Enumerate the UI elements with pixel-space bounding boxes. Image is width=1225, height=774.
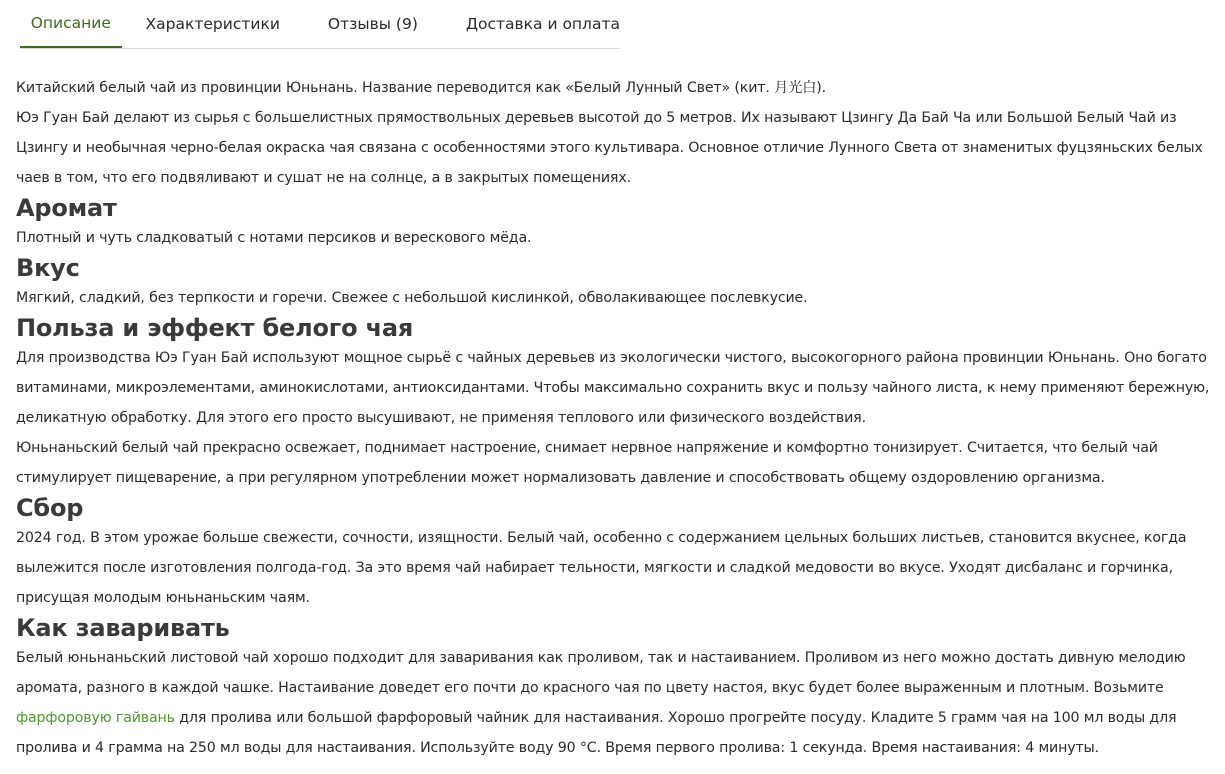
benefit-paragraph-2: Юньнаньский белый чай прекрасно освежает, поднимает настроение, снимает нервное напряжение и комфортно тонизирует. Считается, что белый чай стимулирует пищеварение, а при регулярном употреблении может нормализовать давление и способствовать общему оздоровлению организма.: [16, 440, 1158, 486]
description-content: [16, 73, 1216, 763]
product-tabs: [20, 0, 620, 49]
tab-characteristics[interactable]: Характеристики: [145, 15, 280, 33]
intro-paragraph-2: Юэ Гуан Бай делают из сырья с большелистных прямоствольных деревьев высотой до 5 метров. Их называют Цзингу Да Бай Ча или Большой Белый Чай из Цзингу и необычная черно-белая окраска чая связана с особенностями этого культивара. Основное отличие Лунного Света от знаменитых фуцзяньских белых чаев в том, что его подвяливают и сушат не на солнце, а в закрытых помещениях.: [16, 110, 1203, 186]
benefit-heading: Польза и эффект белого чая: [16, 314, 414, 342]
tab-delivery[interactable]: Доставка и оплата: [465, 15, 620, 33]
brew-heading: Как заваривать: [16, 614, 230, 642]
tab-reviews[interactable]: Отзывы (9): [327, 15, 418, 33]
brew-text-before: Белый юньнаньский листовой чай хорошо подходит для заваривания как проливом, так и настаиванием. Проливом из него можно достать дивную мелодию аромата, разного в каждой чашке. Настаивание доведет его почти до красного чая по цвету настоя, вкус будет более выраженным и плотным. Возьмите: [16, 650, 1186, 696]
harvest-text: 2024 год. В этом урожае больше свежести, сочности, изящности. Белый чай, особенно с содержанием цельных больших листьев, становится вкуснее, когда вылежится после изготовления полгода-год. За это время чай набирает тельности, мягкости и сладкой медовости во вкусе. Уходят дисбаланс и горчинка, присущая молодым юньнаньским чаям.: [16, 530, 1187, 606]
aroma-heading: Аромат: [16, 194, 117, 222]
benefit-paragraph-1: Для производства Юэ Гуан Бай используют мощное сырьё с чайных деревьев из экологически чистого, высокогорного района провинции Юньнань. Оно богато витаминами, микроэлементами, аминокислотами, антиоксидантами. Чтобы максимально сохранить вкус и пользу чайного листа, к нему применяют бережную, деликатную обработку. Для этого его просто высушивают, не применяя теплового или физического воздействия.: [16, 350, 1210, 426]
harvest-heading: Сбор: [16, 494, 84, 522]
tab-description[interactable]: Описание: [20, 0, 122, 48]
intro-paragraph-1: Китайский белый чай из провинции Юньнань. Название переводится как «Белый Лунный Свет» (кит. 月光白).: [16, 80, 826, 96]
taste-heading: Вкус: [16, 254, 80, 282]
brew-paragraph: [16, 643, 1216, 763]
aroma-text: Плотный и чуть сладковатый с нотами персиков и верескового мёда.: [16, 230, 532, 246]
gaiwan-link[interactable]: фарфоровую гайвань: [16, 710, 175, 726]
brew-text-after: для пролива или большой фарфоровый чайник для настаивания. Хорошо прогрейте посуду. Кладите 5 грамм чая на 100 мл воды для пролива и 4 грамма на 250 мл воды для настаивания. Используйте воду 90 °C. Время первого пролива: 1 секунда. Время настаивания: 4 минуты.: [16, 710, 1177, 756]
taste-text: Мягкий, сладкий, без терпкости и горечи. Свежее с небольшой кислинкой, обволакивающее послевкусие.: [16, 290, 808, 306]
